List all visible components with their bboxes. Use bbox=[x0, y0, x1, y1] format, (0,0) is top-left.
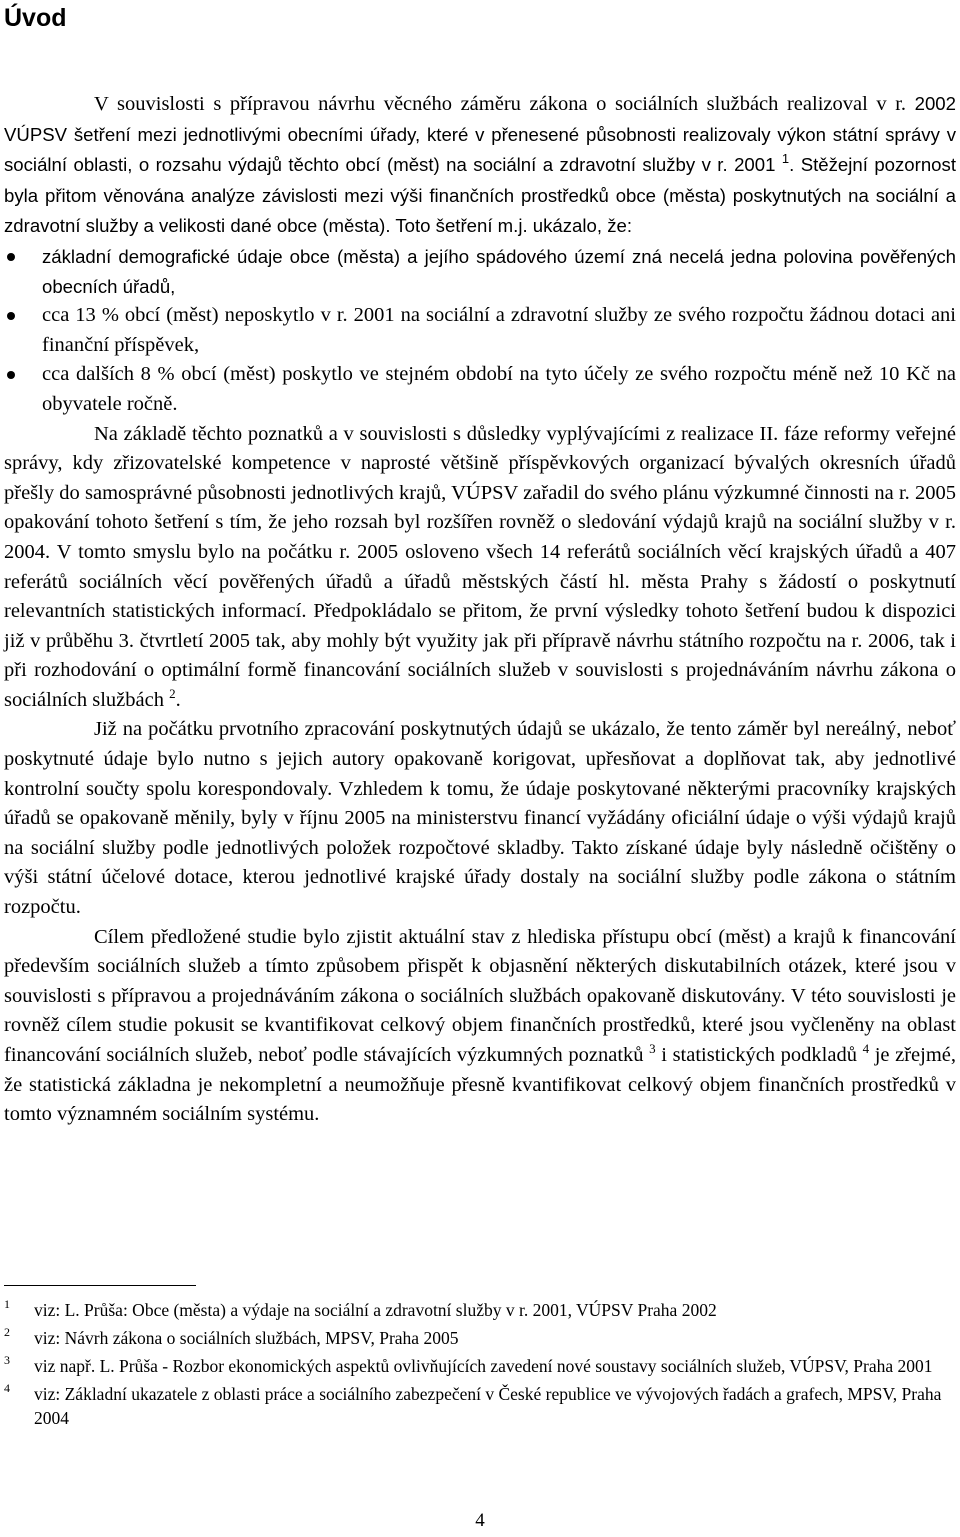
footnotes bbox=[4, 1298, 956, 1434]
page-number: 4 bbox=[475, 1510, 485, 1531]
footnote-4 bbox=[4, 1382, 956, 1430]
footnote-text: viz: Základní ukazatele z oblasti práce a sociálního zabezpečení v České republice ve vývojových řadách a grafech, MPSV, Praha 2004 bbox=[34, 1384, 942, 1428]
paragraph-goal-part-b: i statistických podkladů bbox=[655, 1044, 863, 1066]
footnote-text: viz: L. Průša: Obce (města) a výdaje na sociální a zdravotní služby v r. 2001, VÚPSV Praha 2002 bbox=[34, 1300, 717, 1320]
paragraph-reform-end: . bbox=[175, 688, 181, 711]
footnote-3 bbox=[4, 1354, 956, 1378]
footnote-ref-2[interactable]: 2 bbox=[169, 686, 176, 702]
footnote-text: viz: Návrh zákona o sociálních službách, MPSV, Praha 2005 bbox=[34, 1328, 459, 1348]
list-item: základní demografické údaje obce (města) a jejího spádového území zná necelá jedna polovina pověřených obecních úřadů, bbox=[4, 242, 956, 301]
footnote-number: 1 bbox=[4, 1297, 10, 1311]
paragraph-reform-text: Na základě těchto poznatků a v souvislosti s důsledky vyplývajícími z realizace II. fáze reformy veřejné správy, kdy zřizovatelské kompetence v naprosté většině příspěvkových organizací bývalých okresních úřadů přešly do samosprávné působnosti jednotlivých krajů, VÚPSV zařadil do svého plánu výzkumné činnosti na r. 2005 opakování tohoto šetření s tím, že jeho rozsah byl rozšířen rovněž o sledování výdajů krajů na sociální služby v r. 2004. V tomto smyslu bylo na počátku r. 2005 osloveno všech 14 referátů sociálních věcí krajských úřadů a 407 referátů sociálních věcí pověřených úřadů a úřadů městských částí hl. města Prahy s žádostí o poskytnutí relevantních statistických informací. Předpokládalo se přitom, že první výsledky tohoto šetření budou k dispozici již v průběhu 3. čtvrtletí 2005 tak, aby mohly být využity jak při přípravě návrhu státního rozpočtu na r. 2006, tak i při rozhodování o optimální formě financování sociálních služeb v souvislosti s projednáváním návrhu zákona o sociálních službách bbox=[4, 422, 956, 711]
paragraph-intro-part-b: 2002 VÚPSV šetření mezi jednotlivými obecními úřady, které v přenesené působnosti realizovaly výkon státní správy v sociální oblasti, o rozsahu výdajů těchto obcí (měst) na sociální a zdravotní služby v r. 2001 bbox=[4, 93, 956, 176]
footnote-ref-4[interactable]: 4 bbox=[862, 1041, 870, 1057]
footnote-ref-3[interactable]: 3 bbox=[649, 1041, 656, 1057]
footnote-2 bbox=[4, 1326, 956, 1350]
page-title: Úvod bbox=[4, 4, 67, 32]
paragraph-intro bbox=[4, 89, 956, 242]
list-item: cca dalších 8 % obcí (měst) poskytlo ve stejném období na tyto účely ze svého rozpočtu méně než 10 Kč na obyvatele ročně. bbox=[4, 360, 956, 419]
findings-list bbox=[4, 242, 956, 420]
document-body bbox=[4, 89, 956, 1130]
paragraph-reform bbox=[4, 420, 956, 716]
paragraph-intro-part-c: . Stěžejní pozornost byla přitom věnována analýze závislosti mezi výši finančních prostředků obce (města) poskytnutých na sociální a zdravotní služby a velikosti dané obce (města). Toto šetření m.j. ukázalo, že: bbox=[4, 154, 956, 237]
footnote-number: 3 bbox=[4, 1353, 10, 1367]
footnote-1 bbox=[4, 1298, 956, 1322]
footnote-number: 4 bbox=[4, 1381, 10, 1395]
paragraph-goal-part-c: je zřejmé, že statistická základna je nekompletní a neumožňuje přesně kvantifikovat celkový objem finančních prostředků v tomto významném sociálním systému. bbox=[4, 1044, 956, 1126]
paragraph-processing: Již na počátku prvotního zpracování poskytnutých údajů se ukázalo, že tento záměr byl nereálný, neboť poskytnuté údaje bylo nutno s jejich autory opakovaně korigovat, upřesňovat a doplňovat tak, aby jednotlivé kontrolní součty spolu korespondovaly. Vzhledem k tomu, že údaje poskytované některými pracovníky krajských úřadů se opakovaně měnily, byly v říjnu 2005 na ministerstvu financí vyžádány oficiální údaje o výši výdajů krajů na sociální služby podle jednotlivých položek rozpočtové skladby. Takto získané údaje byly následně očištěny o výši státní účelové dotace, kterou jednotlivé krajské úřady dostaly na sociální služby podle zákona o státním rozpočtu. bbox=[4, 718, 956, 919]
paragraph-goal-part-a: Cílem předložené studie bylo zjistit aktuální stav z hlediska přístupu obcí (měst) a krajů k financování především sociálních služeb a tímto způsobem přispět k objasnění některých diskutabilních otázek, které jsou v souvislosti s přípravou a projednáváním zákona o sociálních službách opakovaně diskutovány. V této souvislosti je rovněž cílem studie pokusit se kvantifikovat celkový objem finančních prostředků, které jsou vyčleněny na oblast financování sociálních služeb, neboť podle stávajících výzkumných poznatků bbox=[4, 925, 956, 1066]
paragraph-intro-part-a: V souvislosti s přípravou návrhu věcného záměru zákona o sociálních službách realizoval v r. bbox=[94, 93, 915, 115]
footnote-ref-1[interactable]: 1 bbox=[781, 151, 790, 167]
list-item: cca 13 % obcí (měst) neposkytlo v r. 2001 na sociální a zdravotní služby ze svého rozpočtu žádnou dotaci ani finanční příspěvek, bbox=[4, 301, 956, 360]
paragraph-goal bbox=[4, 923, 956, 1130]
footnote-text: viz např. L. Průša - Rozbor ekonomických aspektů ovlivňujících zavedení nové soustavy sociálních služeb, VÚPSV, Praha 2001 bbox=[34, 1356, 933, 1376]
footnote-divider bbox=[4, 1285, 196, 1286]
footnote-number: 2 bbox=[4, 1325, 10, 1339]
